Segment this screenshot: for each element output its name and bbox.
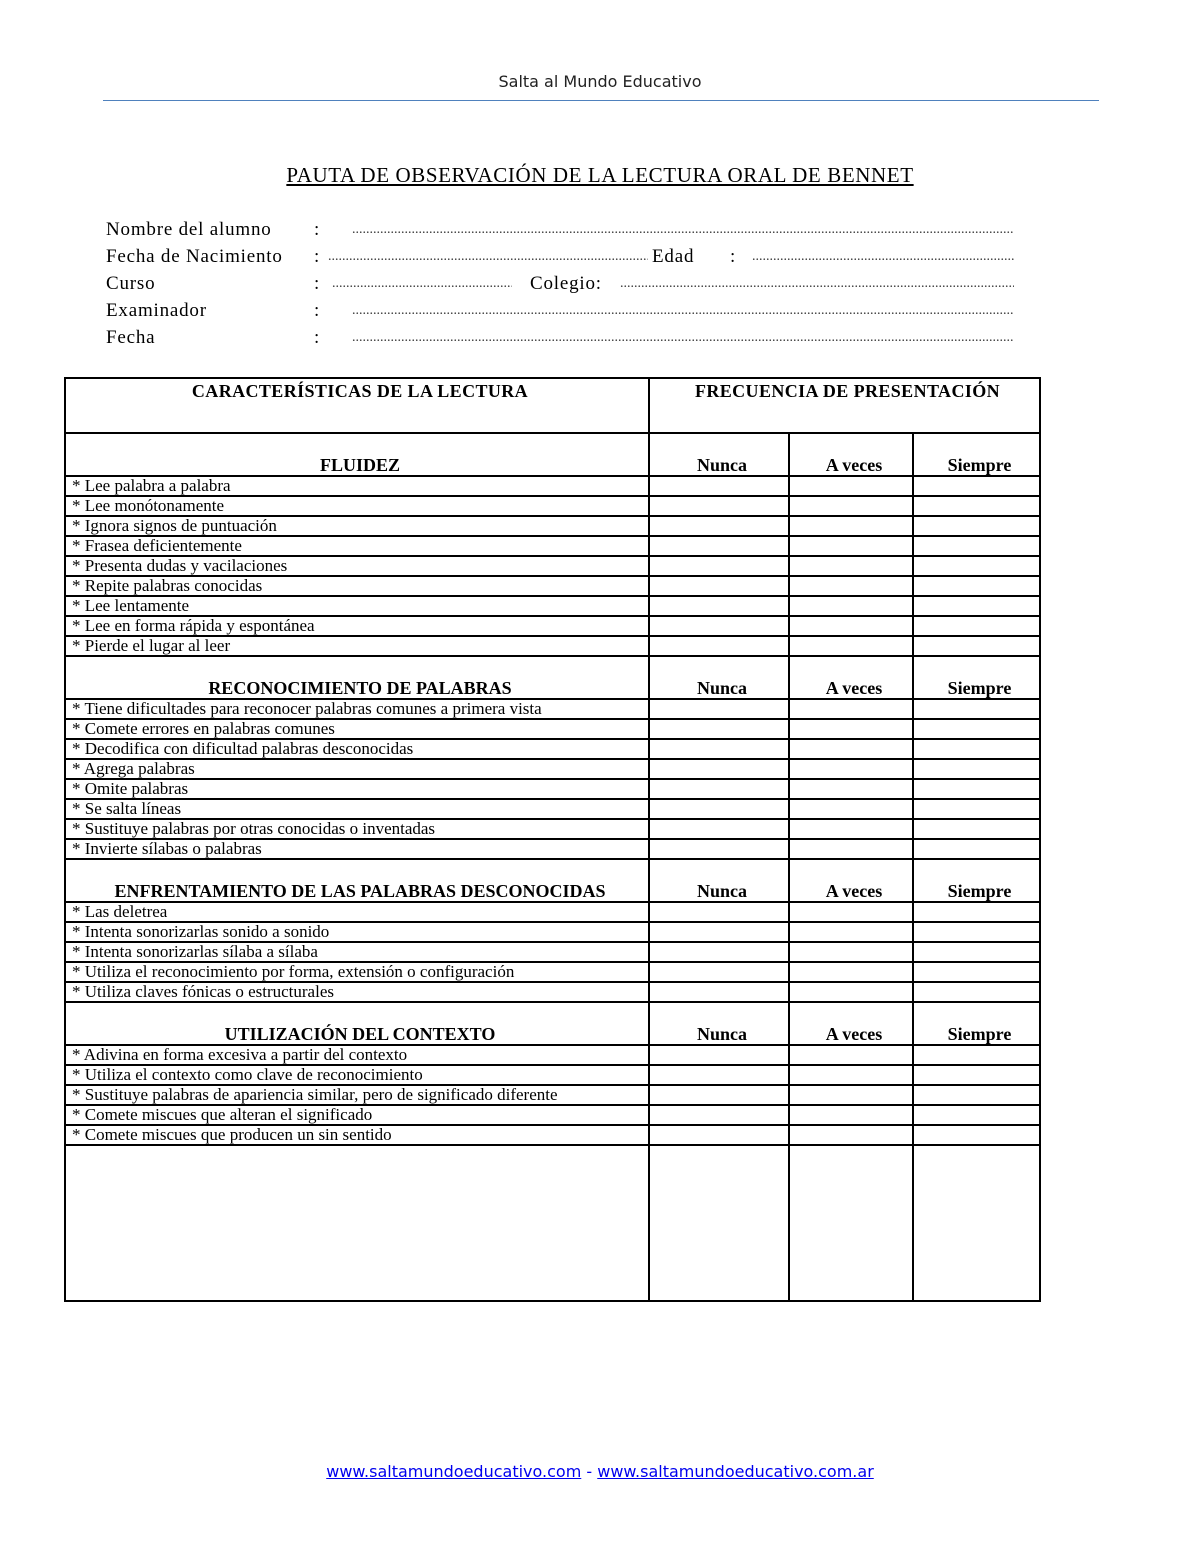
cell-a-veces[interactable]: [789, 982, 913, 1002]
cell-siempre[interactable]: [913, 596, 1040, 616]
table-header-row: [65, 378, 1040, 433]
item-label: * Decodifica con dificultad palabras desconocidas: [65, 739, 649, 759]
nombre-input-line[interactable]: [352, 217, 1014, 243]
cell-a-veces[interactable]: [789, 719, 913, 739]
table-row: [65, 902, 1040, 922]
cell-nunca[interactable]: [649, 556, 789, 576]
cell-nunca[interactable]: [649, 476, 789, 496]
section-header-row: [65, 1002, 1040, 1045]
colon: :: [314, 273, 321, 294]
table-row: [65, 962, 1040, 982]
cell-siempre[interactable]: [913, 962, 1040, 982]
item-label: * Lee lentamente: [65, 596, 649, 616]
cell-siempre[interactable]: [913, 616, 1040, 636]
section-title: RECONOCIMIENTO DE PALABRAS: [65, 656, 649, 699]
fecha-input-line[interactable]: [352, 325, 1014, 351]
cell-nunca[interactable]: [649, 1105, 789, 1125]
cell-nunca[interactable]: [649, 596, 789, 616]
field-fecha: [106, 325, 1016, 351]
cell-a-veces[interactable]: [789, 739, 913, 759]
table-row: [65, 719, 1040, 739]
item-label: * Utiliza claves fónicas o estructurales: [65, 982, 649, 1002]
item-label: * Comete errores en palabras comunes: [65, 719, 649, 739]
blank-cell[interactable]: [649, 1145, 789, 1301]
cell-a-veces[interactable]: [789, 1125, 913, 1145]
item-label: * Las deletrea: [65, 902, 649, 922]
table-row: [65, 516, 1040, 536]
item-label: * Intenta sonorizarlas sonido a sonido: [65, 922, 649, 942]
table-row: [65, 799, 1040, 819]
cell-siempre[interactable]: [913, 1105, 1040, 1125]
cell-siempre[interactable]: [913, 779, 1040, 799]
cell-nunca[interactable]: [649, 739, 789, 759]
column-header: Nunca: [649, 1002, 789, 1045]
table-row: [65, 839, 1040, 859]
blank-cell[interactable]: [65, 1145, 649, 1301]
cell-a-veces[interactable]: [789, 779, 913, 799]
section-title: UTILIZACIÓN DEL CONTEXTO: [65, 1002, 649, 1045]
item-label: * Adivina en forma excesiva a partir del contexto: [65, 1045, 649, 1065]
column-header: Siempre: [913, 1002, 1040, 1045]
cell-siempre[interactable]: [913, 942, 1040, 962]
table-row: [65, 1125, 1040, 1145]
item-label: * Utiliza el reconocimiento por forma, extensión o configuración: [65, 962, 649, 982]
table-row: [65, 636, 1040, 656]
table-row: [65, 922, 1040, 942]
colon: :: [314, 300, 321, 321]
item-label: * Lee en forma rápida y espontánea: [65, 616, 649, 636]
section-title: ENFRENTAMIENTO DE LAS PALABRAS DESCONOCIDAS: [65, 859, 649, 902]
cell-nunca[interactable]: [649, 1125, 789, 1145]
cell-siempre[interactable]: [913, 536, 1040, 556]
cell-a-veces[interactable]: [789, 799, 913, 819]
cell-siempre[interactable]: [913, 1065, 1040, 1085]
table-row: [65, 556, 1040, 576]
cell-nunca[interactable]: [649, 496, 789, 516]
table-row: [65, 576, 1040, 596]
blank-cell[interactable]: [789, 1145, 913, 1301]
column-header: Siempre: [913, 433, 1040, 476]
page-header-title: Salta al Mundo Educativo: [498, 72, 702, 91]
cell-a-veces[interactable]: [789, 839, 913, 859]
table-row: [65, 596, 1040, 616]
cell-nunca[interactable]: [649, 576, 789, 596]
cell-nunca[interactable]: [649, 839, 789, 859]
item-label: * Repite palabras conocidas: [65, 576, 649, 596]
table-row: [65, 779, 1040, 799]
column-header: Siempre: [913, 656, 1040, 699]
item-label: * Comete miscues que producen un sin sentido: [65, 1125, 649, 1145]
cell-siempre[interactable]: [913, 819, 1040, 839]
cell-a-veces[interactable]: [789, 1105, 913, 1125]
cell-siempre[interactable]: [913, 699, 1040, 719]
cell-nunca[interactable]: [649, 799, 789, 819]
cell-nunca[interactable]: [649, 1045, 789, 1065]
column-header: A veces: [789, 1002, 913, 1045]
cell-siempre[interactable]: [913, 739, 1040, 759]
cell-a-veces[interactable]: [789, 516, 913, 536]
cell-siempre[interactable]: [913, 496, 1040, 516]
cell-a-veces[interactable]: [789, 536, 913, 556]
cell-siempre[interactable]: [913, 922, 1040, 942]
item-label: * Ignora signos de puntuación: [65, 516, 649, 536]
cell-a-veces[interactable]: [789, 902, 913, 922]
cell-a-veces[interactable]: [789, 922, 913, 942]
field-curso: [106, 271, 1016, 297]
item-label: * Se salta líneas: [65, 799, 649, 819]
cell-nunca[interactable]: [649, 536, 789, 556]
cell-a-veces[interactable]: [789, 1065, 913, 1085]
footer: [0, 1462, 1200, 1481]
document-title: PAUTA DE OBSERVACIÓN DE LA LECTURA ORAL DE BENNET: [286, 163, 914, 187]
cell-nunca[interactable]: [649, 516, 789, 536]
column-header: Nunca: [649, 656, 789, 699]
cell-siempre[interactable]: [913, 799, 1040, 819]
item-label: * Lee palabra a palabra: [65, 476, 649, 496]
header-frecuencia: FRECUENCIA DE PRESENTACIÓN: [649, 378, 1040, 433]
blank-cell[interactable]: [913, 1145, 1040, 1301]
cell-nunca[interactable]: [649, 819, 789, 839]
label-fecha: Fecha: [106, 327, 156, 348]
label-colegio: Colegio:: [530, 273, 602, 294]
table-row: [65, 476, 1040, 496]
cell-nunca[interactable]: [649, 982, 789, 1002]
blank-row: [65, 1145, 1040, 1301]
observation-table: [64, 377, 1041, 1302]
table-row: [65, 1085, 1040, 1105]
cell-a-veces[interactable]: [789, 596, 913, 616]
cell-siempre[interactable]: [913, 1085, 1040, 1105]
cell-siempre[interactable]: [913, 576, 1040, 596]
cell-nunca[interactable]: [649, 636, 789, 656]
cell-a-veces[interactable]: [789, 496, 913, 516]
cell-nunca[interactable]: [649, 1065, 789, 1085]
cell-a-veces[interactable]: [789, 476, 913, 496]
label-curso: Curso: [106, 273, 156, 294]
item-label: * Omite palabras: [65, 779, 649, 799]
cell-siempre[interactable]: [913, 759, 1040, 779]
item-label: * Sustituye palabras de apariencia similar, pero de significado diferente: [65, 1085, 649, 1105]
column-header: Nunca: [649, 859, 789, 902]
header-divider: [103, 100, 1099, 101]
cell-a-veces[interactable]: [789, 576, 913, 596]
cell-a-veces[interactable]: [789, 759, 913, 779]
table-row: [65, 759, 1040, 779]
cell-nunca[interactable]: [649, 699, 789, 719]
column-header: Siempre: [913, 859, 1040, 902]
field-nombre: [106, 217, 1016, 243]
cell-a-veces[interactable]: [789, 556, 913, 576]
cell-a-veces[interactable]: [789, 942, 913, 962]
column-header: A veces: [789, 859, 913, 902]
cell-siempre[interactable]: [913, 1045, 1040, 1065]
colon: :: [314, 246, 321, 267]
cell-a-veces[interactable]: [789, 636, 913, 656]
cell-nunca[interactable]: [649, 616, 789, 636]
examinador-input-line[interactable]: [352, 298, 1014, 324]
item-label: * Tiene dificultades para reconocer palabras comunes a primera vista: [65, 699, 649, 719]
item-label: * Lee monótonamente: [65, 496, 649, 516]
cell-siempre[interactable]: [913, 982, 1040, 1002]
table-row: [65, 1045, 1040, 1065]
section-header-row: [65, 859, 1040, 902]
cell-a-veces[interactable]: [789, 699, 913, 719]
label-nombre: Nombre del alumno: [106, 219, 272, 240]
cell-nunca[interactable]: [649, 922, 789, 942]
table-row: [65, 982, 1040, 1002]
cell-a-veces[interactable]: [789, 1045, 913, 1065]
cell-siempre[interactable]: [913, 902, 1040, 922]
item-label: * Comete miscues que alteran el significado: [65, 1105, 649, 1125]
section-header-row: [65, 656, 1040, 699]
table-row: [65, 536, 1040, 556]
cell-siempre[interactable]: [913, 839, 1040, 859]
cell-nunca[interactable]: [649, 962, 789, 982]
colon: :: [314, 219, 321, 240]
table-row: [65, 1065, 1040, 1085]
column-header: A veces: [789, 656, 913, 699]
cell-siempre[interactable]: [913, 719, 1040, 739]
section-header-row: [65, 433, 1040, 476]
cell-siempre[interactable]: [913, 556, 1040, 576]
curso-input-line[interactable]: [332, 271, 512, 297]
cell-a-veces[interactable]: [789, 1085, 913, 1105]
label-examinador: Examinador: [106, 300, 207, 321]
table-row: [65, 739, 1040, 759]
cell-nunca[interactable]: [649, 759, 789, 779]
colon: :: [314, 327, 321, 348]
cell-siempre[interactable]: [913, 476, 1040, 496]
item-label: * Pierde el lugar al leer: [65, 636, 649, 656]
cell-nunca[interactable]: [649, 719, 789, 739]
section-title: FLUIDEZ: [65, 433, 649, 476]
column-header: A veces: [789, 433, 913, 476]
footer-separator: -: [586, 1462, 593, 1481]
table-row: [65, 1105, 1040, 1125]
cell-siempre[interactable]: [913, 516, 1040, 536]
table-row: [65, 616, 1040, 636]
table-row: [65, 819, 1040, 839]
cell-a-veces[interactable]: [789, 962, 913, 982]
cell-siempre[interactable]: [913, 636, 1040, 656]
colon: :: [730, 246, 737, 267]
footer-link-com-ar[interactable]: www.saltamundoeducativo.com.ar: [597, 1462, 874, 1481]
field-fecha-nacimiento: [106, 244, 1016, 270]
field-examinador: [106, 298, 1016, 324]
fecha-nacimiento-input-line[interactable]: [328, 244, 648, 270]
cell-nunca[interactable]: [649, 1085, 789, 1105]
item-label: * Presenta dudas y vacilaciones: [65, 556, 649, 576]
label-edad: Edad: [652, 246, 695, 267]
item-label: * Sustituye palabras por otras conocidas o inventadas: [65, 819, 649, 839]
column-header: Nunca: [649, 433, 789, 476]
cell-a-veces[interactable]: [789, 616, 913, 636]
cell-siempre[interactable]: [913, 1125, 1040, 1145]
footer-link-com[interactable]: www.saltamundoeducativo.com: [326, 1462, 582, 1481]
colegio-input-line[interactable]: [620, 271, 1014, 297]
cell-a-veces[interactable]: [789, 819, 913, 839]
item-label: * Invierte sílabas o palabras: [65, 839, 649, 859]
header-caracteristicas: CARACTERÍSTICAS DE LA LECTURA: [65, 378, 649, 433]
cell-nunca[interactable]: [649, 942, 789, 962]
item-label: * Frasea deficientemente: [65, 536, 649, 556]
label-fecha-nacimiento: Fecha de Nacimiento: [106, 246, 283, 267]
cell-nunca[interactable]: [649, 779, 789, 799]
table-row: [65, 699, 1040, 719]
edad-input-line[interactable]: [752, 244, 1014, 270]
table-row: [65, 496, 1040, 516]
item-label: * Utiliza el contexto como clave de reconocimiento: [65, 1065, 649, 1085]
cell-nunca[interactable]: [649, 902, 789, 922]
table-row: [65, 942, 1040, 962]
item-label: * Intenta sonorizarlas sílaba a sílaba: [65, 942, 649, 962]
item-label: * Agrega palabras: [65, 759, 649, 779]
